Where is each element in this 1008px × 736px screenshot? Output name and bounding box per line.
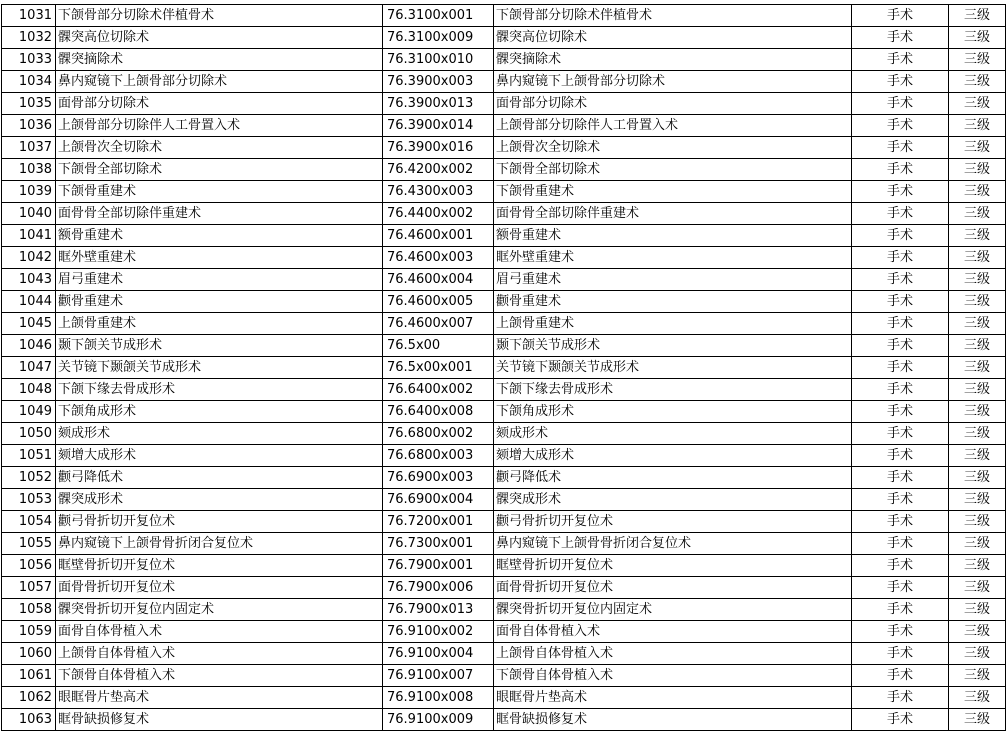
table-row — [2, 93, 1006, 115]
row-number-cell: 1059 — [2, 621, 56, 643]
level-cell: 三级 — [949, 423, 1006, 445]
row-number-cell: 1033 — [2, 49, 56, 71]
level-cell: 三级 — [949, 489, 1006, 511]
row-number-cell: 1060 — [2, 643, 56, 665]
category-cell: 手术 — [852, 555, 949, 577]
procedure-name-cell: 关节镜下颞颌关节成形术 — [56, 357, 383, 379]
row-number-cell: 1044 — [2, 291, 56, 313]
category-cell: 手术 — [852, 357, 949, 379]
level-cell: 三级 — [949, 599, 1006, 621]
procedure-name-duplicate-cell: 眶外壁重建术 — [494, 247, 852, 269]
category-cell: 手术 — [852, 225, 949, 247]
procedure-code-cell: 76.7200x001 — [383, 511, 494, 533]
procedure-name-cell: 额骨重建术 — [56, 225, 383, 247]
procedure-code-cell: 76.6400x008 — [383, 401, 494, 423]
procedure-name-duplicate-cell: 髁突成形术 — [494, 489, 852, 511]
row-number-cell: 1034 — [2, 71, 56, 93]
level-cell: 三级 — [949, 71, 1006, 93]
level-cell: 三级 — [949, 643, 1006, 665]
table-row — [2, 687, 1006, 709]
category-cell: 手术 — [852, 643, 949, 665]
level-cell: 三级 — [949, 445, 1006, 467]
category-cell: 手术 — [852, 599, 949, 621]
category-cell: 手术 — [852, 511, 949, 533]
level-cell: 三级 — [949, 203, 1006, 225]
procedure-name-duplicate-cell: 下颌角成形术 — [494, 401, 852, 423]
row-number-cell: 1031 — [2, 5, 56, 27]
procedure-code-cell: 76.4600x005 — [383, 291, 494, 313]
row-number-cell: 1058 — [2, 599, 56, 621]
procedure-name-cell: 髁突高位切除术 — [56, 27, 383, 49]
level-cell: 三级 — [949, 5, 1006, 27]
procedure-name-cell: 髁突摘除术 — [56, 49, 383, 71]
procedure-name-cell: 颧弓骨折切开复位术 — [56, 511, 383, 533]
procedure-code-cell: 76.7900x001 — [383, 555, 494, 577]
procedure-name-cell: 下颌骨自体骨植入术 — [56, 665, 383, 687]
procedure-name-cell: 颏成形术 — [56, 423, 383, 445]
category-cell: 手术 — [852, 137, 949, 159]
procedure-name-cell: 眶外壁重建术 — [56, 247, 383, 269]
table-row — [2, 71, 1006, 93]
row-number-cell: 1042 — [2, 247, 56, 269]
category-cell: 手术 — [852, 687, 949, 709]
procedure-code-cell: 76.4600x004 — [383, 269, 494, 291]
level-cell: 三级 — [949, 621, 1006, 643]
level-cell: 三级 — [949, 555, 1006, 577]
level-cell: 三级 — [949, 137, 1006, 159]
row-number-cell: 1040 — [2, 203, 56, 225]
row-number-cell: 1062 — [2, 687, 56, 709]
procedure-name-cell: 下颌骨全部切除术 — [56, 159, 383, 181]
table-row — [2, 159, 1006, 181]
procedure-name-cell: 眼眶骨片垫高术 — [56, 687, 383, 709]
category-cell: 手术 — [852, 159, 949, 181]
category-cell: 手术 — [852, 489, 949, 511]
table-row — [2, 49, 1006, 71]
table-row — [2, 511, 1006, 533]
row-number-cell: 1052 — [2, 467, 56, 489]
category-cell: 手术 — [852, 93, 949, 115]
table-row — [2, 5, 1006, 27]
procedure-code-cell: 76.7900x013 — [383, 599, 494, 621]
procedure-name-duplicate-cell: 上颌骨重建术 — [494, 313, 852, 335]
procedure-code-cell: 76.6900x003 — [383, 467, 494, 489]
table-row — [2, 643, 1006, 665]
table-row — [2, 423, 1006, 445]
level-cell: 三级 — [949, 335, 1006, 357]
table-row — [2, 379, 1006, 401]
procedure-code-cell: 76.9100x008 — [383, 687, 494, 709]
procedure-table — [1, 4, 1006, 731]
category-cell: 手术 — [852, 533, 949, 555]
category-cell: 手术 — [852, 709, 949, 731]
procedure-code-cell: 76.4600x007 — [383, 313, 494, 335]
level-cell: 三级 — [949, 181, 1006, 203]
row-number-cell: 1043 — [2, 269, 56, 291]
category-cell: 手术 — [852, 49, 949, 71]
table-row — [2, 27, 1006, 49]
category-cell: 手术 — [852, 71, 949, 93]
row-number-cell: 1047 — [2, 357, 56, 379]
row-number-cell: 1049 — [2, 401, 56, 423]
level-cell: 三级 — [949, 401, 1006, 423]
table-row — [2, 269, 1006, 291]
row-number-cell: 1041 — [2, 225, 56, 247]
row-number-cell: 1057 — [2, 577, 56, 599]
level-cell: 三级 — [949, 27, 1006, 49]
procedure-code-cell: 76.9100x002 — [383, 621, 494, 643]
procedure-name-duplicate-cell: 颞下颌关节成形术 — [494, 335, 852, 357]
procedure-name-cell: 面骨自体骨植入术 — [56, 621, 383, 643]
category-cell: 手术 — [852, 27, 949, 49]
category-cell: 手术 — [852, 379, 949, 401]
procedure-code-cell: 76.9100x009 — [383, 709, 494, 731]
table-row — [2, 621, 1006, 643]
category-cell: 手术 — [852, 115, 949, 137]
procedure-code-cell: 76.3900x014 — [383, 115, 494, 137]
level-cell: 三级 — [949, 225, 1006, 247]
table-row — [2, 577, 1006, 599]
table-row — [2, 181, 1006, 203]
table-row — [2, 357, 1006, 379]
procedure-name-duplicate-cell: 下颌骨部分切除术伴植骨术 — [494, 5, 852, 27]
procedure-name-duplicate-cell: 下颌下缘去骨成形术 — [494, 379, 852, 401]
row-number-cell: 1046 — [2, 335, 56, 357]
level-cell: 三级 — [949, 291, 1006, 313]
procedure-name-duplicate-cell: 髁突摘除术 — [494, 49, 852, 71]
category-cell: 手术 — [852, 269, 949, 291]
procedure-name-cell: 颞下颌关节成形术 — [56, 335, 383, 357]
procedure-name-cell: 下颌角成形术 — [56, 401, 383, 423]
procedure-code-cell: 76.3900x003 — [383, 71, 494, 93]
procedure-name-cell: 上颌骨部分切除伴人工骨置入术 — [56, 115, 383, 137]
procedure-code-cell: 76.5x00x001 — [383, 357, 494, 379]
table-row — [2, 489, 1006, 511]
procedure-name-duplicate-cell: 下颌骨自体骨植入术 — [494, 665, 852, 687]
category-cell: 手术 — [852, 577, 949, 599]
procedure-name-cell: 鼻内窥镜下上颌骨骨折闭合复位术 — [56, 533, 383, 555]
row-number-cell: 1037 — [2, 137, 56, 159]
category-cell: 手术 — [852, 203, 949, 225]
procedure-code-cell: 76.5x00 — [383, 335, 494, 357]
row-number-cell: 1063 — [2, 709, 56, 731]
procedure-name-duplicate-cell: 髁突高位切除术 — [494, 27, 852, 49]
level-cell: 三级 — [949, 49, 1006, 71]
procedure-code-cell: 76.4300x003 — [383, 181, 494, 203]
level-cell: 三级 — [949, 159, 1006, 181]
level-cell: 三级 — [949, 709, 1006, 731]
procedure-name-cell: 上颌骨次全切除术 — [56, 137, 383, 159]
category-cell: 手术 — [852, 181, 949, 203]
table-row — [2, 313, 1006, 335]
row-number-cell: 1048 — [2, 379, 56, 401]
level-cell: 三级 — [949, 533, 1006, 555]
procedure-name-cell: 下颌骨重建术 — [56, 181, 383, 203]
procedure-code-cell: 76.9100x007 — [383, 665, 494, 687]
procedure-name-duplicate-cell: 眉弓重建术 — [494, 269, 852, 291]
row-number-cell: 1054 — [2, 511, 56, 533]
table-row — [2, 291, 1006, 313]
procedure-name-cell: 鼻内窥镜下上颌骨部分切除术 — [56, 71, 383, 93]
category-cell: 手术 — [852, 467, 949, 489]
row-number-cell: 1038 — [2, 159, 56, 181]
level-cell: 三级 — [949, 115, 1006, 137]
level-cell: 三级 — [949, 467, 1006, 489]
category-cell: 手术 — [852, 401, 949, 423]
procedure-name-cell: 眶骨缺损修复术 — [56, 709, 383, 731]
category-cell: 手术 — [852, 665, 949, 687]
procedure-code-cell: 76.4600x001 — [383, 225, 494, 247]
row-number-cell: 1035 — [2, 93, 56, 115]
row-number-cell: 1045 — [2, 313, 56, 335]
category-cell: 手术 — [852, 621, 949, 643]
procedure-name-cell: 颧弓降低术 — [56, 467, 383, 489]
table-row — [2, 599, 1006, 621]
row-number-cell: 1061 — [2, 665, 56, 687]
category-cell: 手术 — [852, 335, 949, 357]
procedure-name-duplicate-cell: 上颌骨部分切除伴人工骨置入术 — [494, 115, 852, 137]
level-cell: 三级 — [949, 93, 1006, 115]
procedure-name-duplicate-cell: 眶壁骨折切开复位术 — [494, 555, 852, 577]
procedure-code-cell: 76.9100x004 — [383, 643, 494, 665]
procedure-name-cell: 面骨部分切除术 — [56, 93, 383, 115]
level-cell: 三级 — [949, 687, 1006, 709]
procedure-name-duplicate-cell: 面骨骨折切开复位术 — [494, 577, 852, 599]
table-row — [2, 445, 1006, 467]
row-number-cell: 1056 — [2, 555, 56, 577]
procedure-code-cell: 76.6400x002 — [383, 379, 494, 401]
category-cell: 手术 — [852, 5, 949, 27]
procedure-name-duplicate-cell: 颧弓降低术 — [494, 467, 852, 489]
procedure-code-cell: 76.6800x002 — [383, 423, 494, 445]
table-row — [2, 665, 1006, 687]
procedure-name-duplicate-cell: 颏成形术 — [494, 423, 852, 445]
row-number-cell: 1039 — [2, 181, 56, 203]
procedure-name-cell: 上颌骨自体骨植入术 — [56, 643, 383, 665]
procedure-code-cell: 76.4600x003 — [383, 247, 494, 269]
procedure-name-cell: 面骨骨全部切除伴重建术 — [56, 203, 383, 225]
table-row — [2, 203, 1006, 225]
procedure-code-cell: 76.6900x004 — [383, 489, 494, 511]
procedure-code-cell: 76.6800x003 — [383, 445, 494, 467]
table-row — [2, 533, 1006, 555]
procedure-code-cell: 76.3900x016 — [383, 137, 494, 159]
level-cell: 三级 — [949, 379, 1006, 401]
procedure-name-cell: 髁突骨折切开复位内固定术 — [56, 599, 383, 621]
table-body — [2, 5, 1006, 731]
category-cell: 手术 — [852, 445, 949, 467]
procedure-code-cell: 76.4400x002 — [383, 203, 494, 225]
procedure-name-duplicate-cell: 眼眶骨片垫高术 — [494, 687, 852, 709]
procedure-name-duplicate-cell: 面骨自体骨植入术 — [494, 621, 852, 643]
procedure-name-duplicate-cell: 颧骨重建术 — [494, 291, 852, 313]
procedure-name-duplicate-cell: 下颌骨全部切除术 — [494, 159, 852, 181]
procedure-name-duplicate-cell: 颏增大成形术 — [494, 445, 852, 467]
procedure-name-cell: 眉弓重建术 — [56, 269, 383, 291]
procedure-name-cell: 下颌骨部分切除术伴植骨术 — [56, 5, 383, 27]
table-row — [2, 137, 1006, 159]
procedure-code-cell: 76.3100x001 — [383, 5, 494, 27]
row-number-cell: 1053 — [2, 489, 56, 511]
procedure-name-duplicate-cell: 鼻内窥镜下上颌骨部分切除术 — [494, 71, 852, 93]
table-row — [2, 467, 1006, 489]
procedure-code-cell: 76.3100x009 — [383, 27, 494, 49]
table-row — [2, 709, 1006, 731]
procedure-name-duplicate-cell: 上颌骨自体骨植入术 — [494, 643, 852, 665]
procedure-code-cell: 76.3100x010 — [383, 49, 494, 71]
procedure-name-duplicate-cell: 鼻内窥镜下上颌骨骨折闭合复位术 — [494, 533, 852, 555]
procedure-name-cell: 面骨骨折切开复位术 — [56, 577, 383, 599]
level-cell: 三级 — [949, 511, 1006, 533]
category-cell: 手术 — [852, 291, 949, 313]
procedure-name-cell: 眶壁骨折切开复位术 — [56, 555, 383, 577]
procedure-name-cell: 下颌下缘去骨成形术 — [56, 379, 383, 401]
procedure-name-duplicate-cell: 关节镜下颞颌关节成形术 — [494, 357, 852, 379]
level-cell: 三级 — [949, 269, 1006, 291]
procedure-name-duplicate-cell: 上颌骨次全切除术 — [494, 137, 852, 159]
procedure-name-cell: 髁突成形术 — [56, 489, 383, 511]
table-row — [2, 555, 1006, 577]
row-number-cell: 1051 — [2, 445, 56, 467]
level-cell: 三级 — [949, 247, 1006, 269]
table-row — [2, 335, 1006, 357]
level-cell: 三级 — [949, 357, 1006, 379]
procedure-name-duplicate-cell: 额骨重建术 — [494, 225, 852, 247]
procedure-code-cell: 76.4200x002 — [383, 159, 494, 181]
procedure-code-cell: 76.3900x013 — [383, 93, 494, 115]
procedure-name-duplicate-cell: 面骨骨全部切除伴重建术 — [494, 203, 852, 225]
row-number-cell: 1055 — [2, 533, 56, 555]
row-number-cell: 1032 — [2, 27, 56, 49]
row-number-cell: 1036 — [2, 115, 56, 137]
procedure-name-cell: 颏增大成形术 — [56, 445, 383, 467]
procedure-code-cell: 76.7300x001 — [383, 533, 494, 555]
level-cell: 三级 — [949, 577, 1006, 599]
procedure-code-cell: 76.7900x006 — [383, 577, 494, 599]
procedure-name-cell: 颧骨重建术 — [56, 291, 383, 313]
category-cell: 手术 — [852, 313, 949, 335]
row-number-cell: 1050 — [2, 423, 56, 445]
table-row — [2, 401, 1006, 423]
table-row — [2, 247, 1006, 269]
category-cell: 手术 — [852, 423, 949, 445]
table-row — [2, 225, 1006, 247]
procedure-name-duplicate-cell: 下颌骨重建术 — [494, 181, 852, 203]
category-cell: 手术 — [852, 247, 949, 269]
procedure-name-duplicate-cell: 髁突骨折切开复位内固定术 — [494, 599, 852, 621]
level-cell: 三级 — [949, 313, 1006, 335]
procedure-name-duplicate-cell: 颧弓骨折切开复位术 — [494, 511, 852, 533]
procedure-name-cell: 上颌骨重建术 — [56, 313, 383, 335]
level-cell: 三级 — [949, 665, 1006, 687]
procedure-name-duplicate-cell: 面骨部分切除术 — [494, 93, 852, 115]
table-row — [2, 115, 1006, 137]
procedure-name-duplicate-cell: 眶骨缺损修复术 — [494, 709, 852, 731]
